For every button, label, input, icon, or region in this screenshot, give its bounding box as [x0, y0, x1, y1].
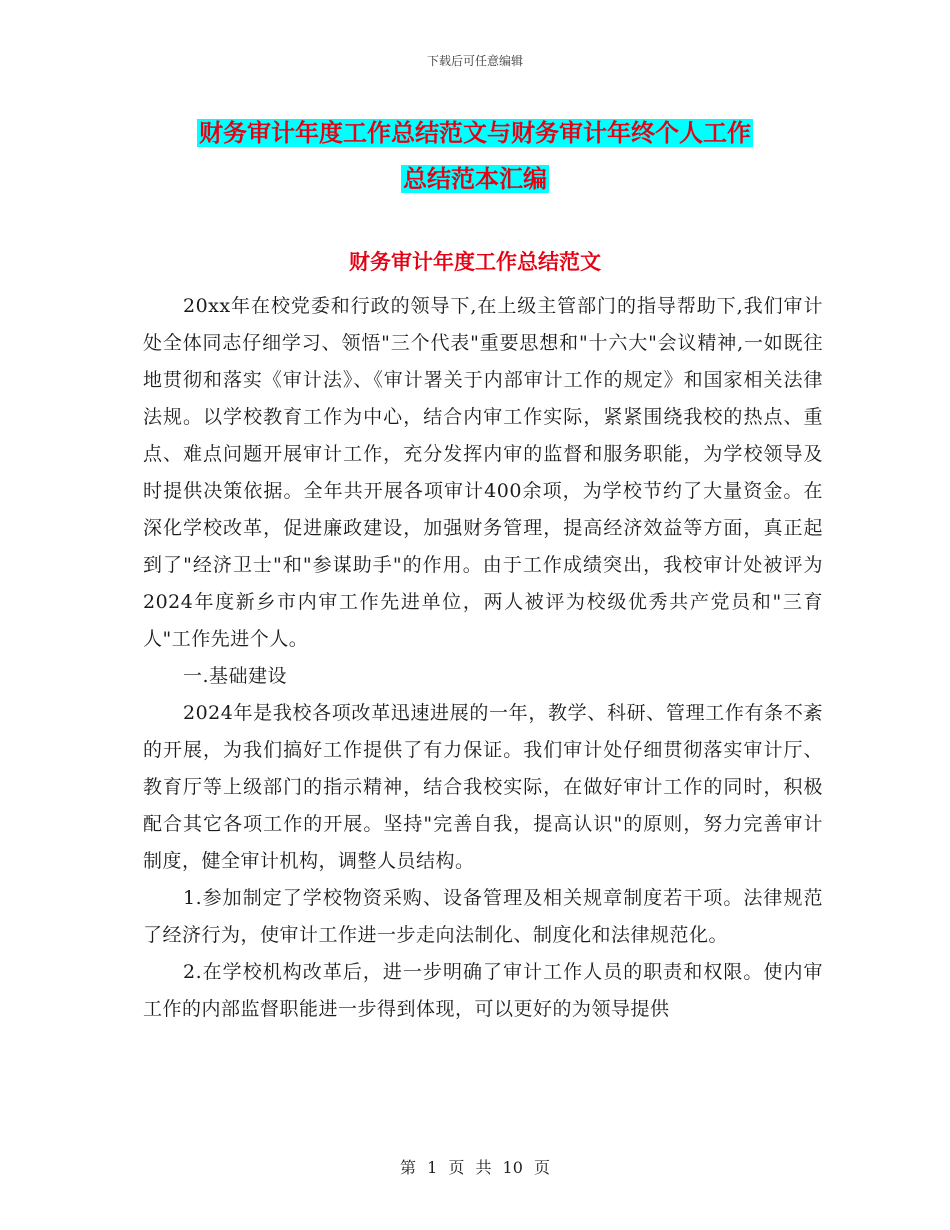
paragraph-intro: 20xx年在校党委和行政的领导下,在上级主管部门的指导帮助下,我们审计处全体同志仔细学习、领悟"三个代表"重要思想和"十六大"会议精神,一如既往地贯彻和落实《审计法》、《审计署关于内部审计工作的规定》和国家相关法律法规。以学校教育工作为中心，结合内审工作实际，紧紧围绕我校的热点、重点、难点问题开展审计工作，充分发挥内审的监督和服务职能，为学校领导及时提供决策依据。全年共开展各项审计400余项，为学校节约了大量资金。在深化学校改革，促进廉政建设，加强财务管理，提高经济效益等方面，真正起到了"经济卫士"和"参谋助手"的作用。由于工作成绩突出，我校审计处被评为2024年度新乡市内审工作先进单位，两人被评为校级优秀共产党员和"三育人"工作先进个人。 [143, 295, 823, 650]
section-title: 财务审计年度工作总结范文 [349, 250, 601, 274]
paragraph-item-1: 1.参加制定了学校物资采购、设备管理及相关规章制度若干项。法律规范了经济行为，使审计工作进一步走向法制化、制度化和法律规范化。 [143, 887, 823, 946]
document-title-line-2: 总结范本汇编 [403, 165, 547, 193]
document-title-line-1: 财务审计年度工作总结范文与财务审计年终个人工作 [199, 119, 751, 147]
paragraph-basic-construction: 2024年是我校各项改革迅速进展的一年，教学、科研、管理工作有条不紊的开展，为我们搞好工作提供了有力保证。我们审计处仔细贯彻落实审计厅、教育厅等上级部门的指示精神，结合我校实际，在做好审计工作的同时，积极配合其它各项工作的开展。坚持"完善自我，提高认识"的原则，努力完善审计制度，健全审计机构，调整人员结构。 [143, 702, 823, 872]
paragraph-item-2: 2.在学校机构改革后，进一步明确了审计工作人员的职责和权限。使内审工作的内部监督职能进一步得到体现，可以更好的为领导提供 [143, 961, 823, 1020]
document-body [143, 288, 823, 1028]
heading-basic-construction: 一.基础建设 [183, 665, 288, 687]
document-title [0, 110, 950, 202]
page-number-footer: 第 1 页 共 10 页 [400, 1158, 550, 1177]
header-note: 下载后可任意编辑 [426, 54, 523, 68]
